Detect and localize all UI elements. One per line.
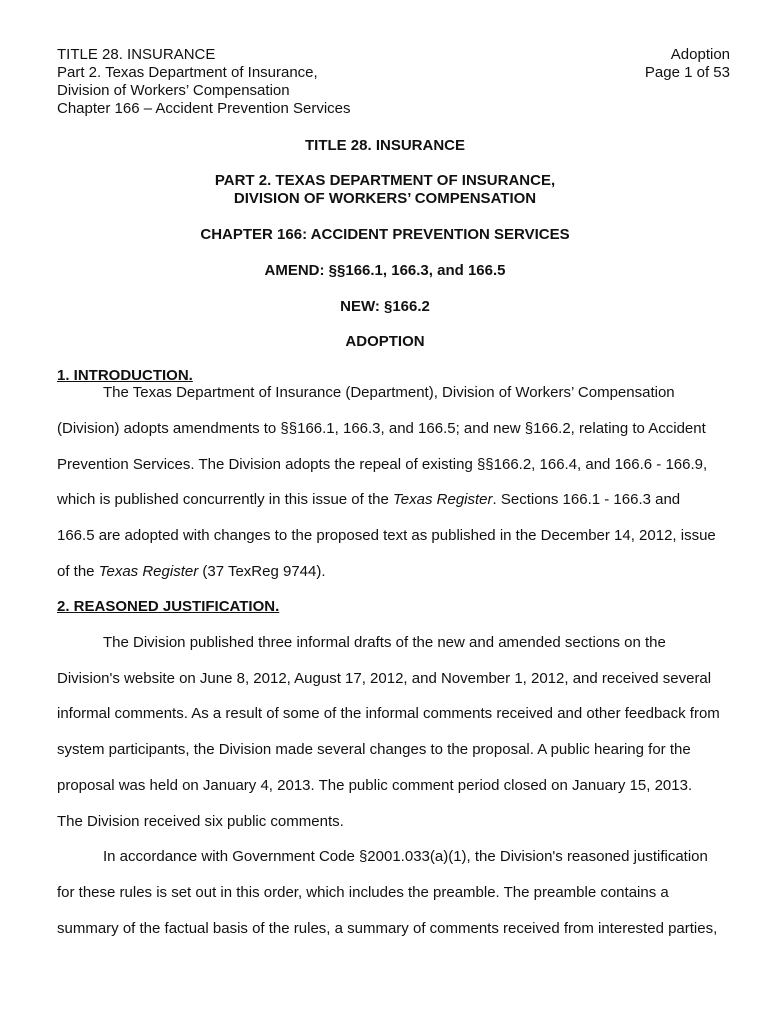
doc-new: NEW: §166.2 <box>340 298 430 315</box>
doc-amend: AMEND: §§166.1, 166.3, and 166.5 <box>264 262 506 279</box>
header-chapter: Chapter 166 – Accident Prevention Services <box>57 100 351 117</box>
header-division: Division of Workers’ Compensation <box>57 82 290 99</box>
doc-chapter: CHAPTER 166: ACCIDENT PREVENTION SERVICES <box>200 226 570 243</box>
reasoned-heading: 2. REASONED JUSTIFICATION. <box>57 598 280 615</box>
header-title: TITLE 28. INSURANCE <box>57 46 216 63</box>
reasoned-p1-line-2: Division's website on June 8, 2012, August 17, 2012, and November 1, 2012, and received several <box>57 670 712 687</box>
doc-part-line1: PART 2. TEXAS DEPARTMENT OF INSURANCE, <box>214 172 556 189</box>
header-page-number: Page 1 of 53 <box>644 64 730 81</box>
intro-line-4-b: . Sections 166.1 - 166.3 and <box>492 491 681 508</box>
header-part: Part 2. Texas Department of Insurance, <box>57 64 318 81</box>
reasoned-p2-line-1: In accordance with Government Code §2001.033(a)(1), the Division's reasoned justification <box>103 848 708 865</box>
intro-line-5: 166.5 are adopted with changes to the proposed text as published in the December 14, 2012, issue <box>57 527 716 544</box>
doc-title: TITLE 28. INSURANCE <box>304 137 466 154</box>
reasoned-p2-line-3: summary of the factual basis of the rules, a summary of comments received from interested parties, <box>57 920 718 937</box>
intro-heading: 1. INTRODUCTION. <box>57 367 193 384</box>
reasoned-p1-line-5: proposal was held on January 4, 2013. The public comment period closed on January 15, 2013. <box>57 777 693 794</box>
intro-line-6-a: of the <box>57 563 99 580</box>
reasoned-p1-line-6: The Division received six public comments. <box>57 813 344 830</box>
reasoned-p1-line-1: The Division published three informal drafts of the new and amended sections on the <box>103 634 666 651</box>
doc-adoption: ADOPTION <box>345 333 425 350</box>
header-doc-type: Adoption <box>670 46 730 63</box>
intro-line-1: The Texas Department of Insurance (Department), Division of Workers’ Compensation <box>103 384 675 401</box>
intro-line-3: Prevention Services. The Division adopts the repeal of existing §§166.2, 166.4, and 166.6 - 166.9, <box>57 456 708 473</box>
intro-line-6-b: (37 TexReg 9744). <box>198 563 326 580</box>
intro-line-6 <box>57 563 326 581</box>
running-header-left <box>57 46 351 118</box>
reasoned-p1-line-3: informal comments. As a result of some of the informal comments received and other feedback from <box>57 705 720 722</box>
intro-line-6-em: Texas Register <box>98 563 199 580</box>
doc-part-line2: DIVISION OF WORKERS’ COMPENSATION <box>233 190 537 207</box>
running-header-right <box>645 46 730 82</box>
intro-line-4-em: Texas Register <box>393 491 493 508</box>
intro-line-4 <box>57 491 680 509</box>
reasoned-p2-line-2: for these rules is set out in this order, which includes the preamble. The preamble contains a <box>57 884 669 901</box>
reasoned-p1-line-4: system participants, the Division made several changes to the proposal. A public hearing for the <box>57 741 691 758</box>
intro-line-4-a: which is published concurrently in this issue of the <box>57 491 394 508</box>
intro-line-2: (Division) adopts amendments to §§166.1, 166.3, and 166.5; and new §166.2, relating to Accident <box>57 420 706 437</box>
